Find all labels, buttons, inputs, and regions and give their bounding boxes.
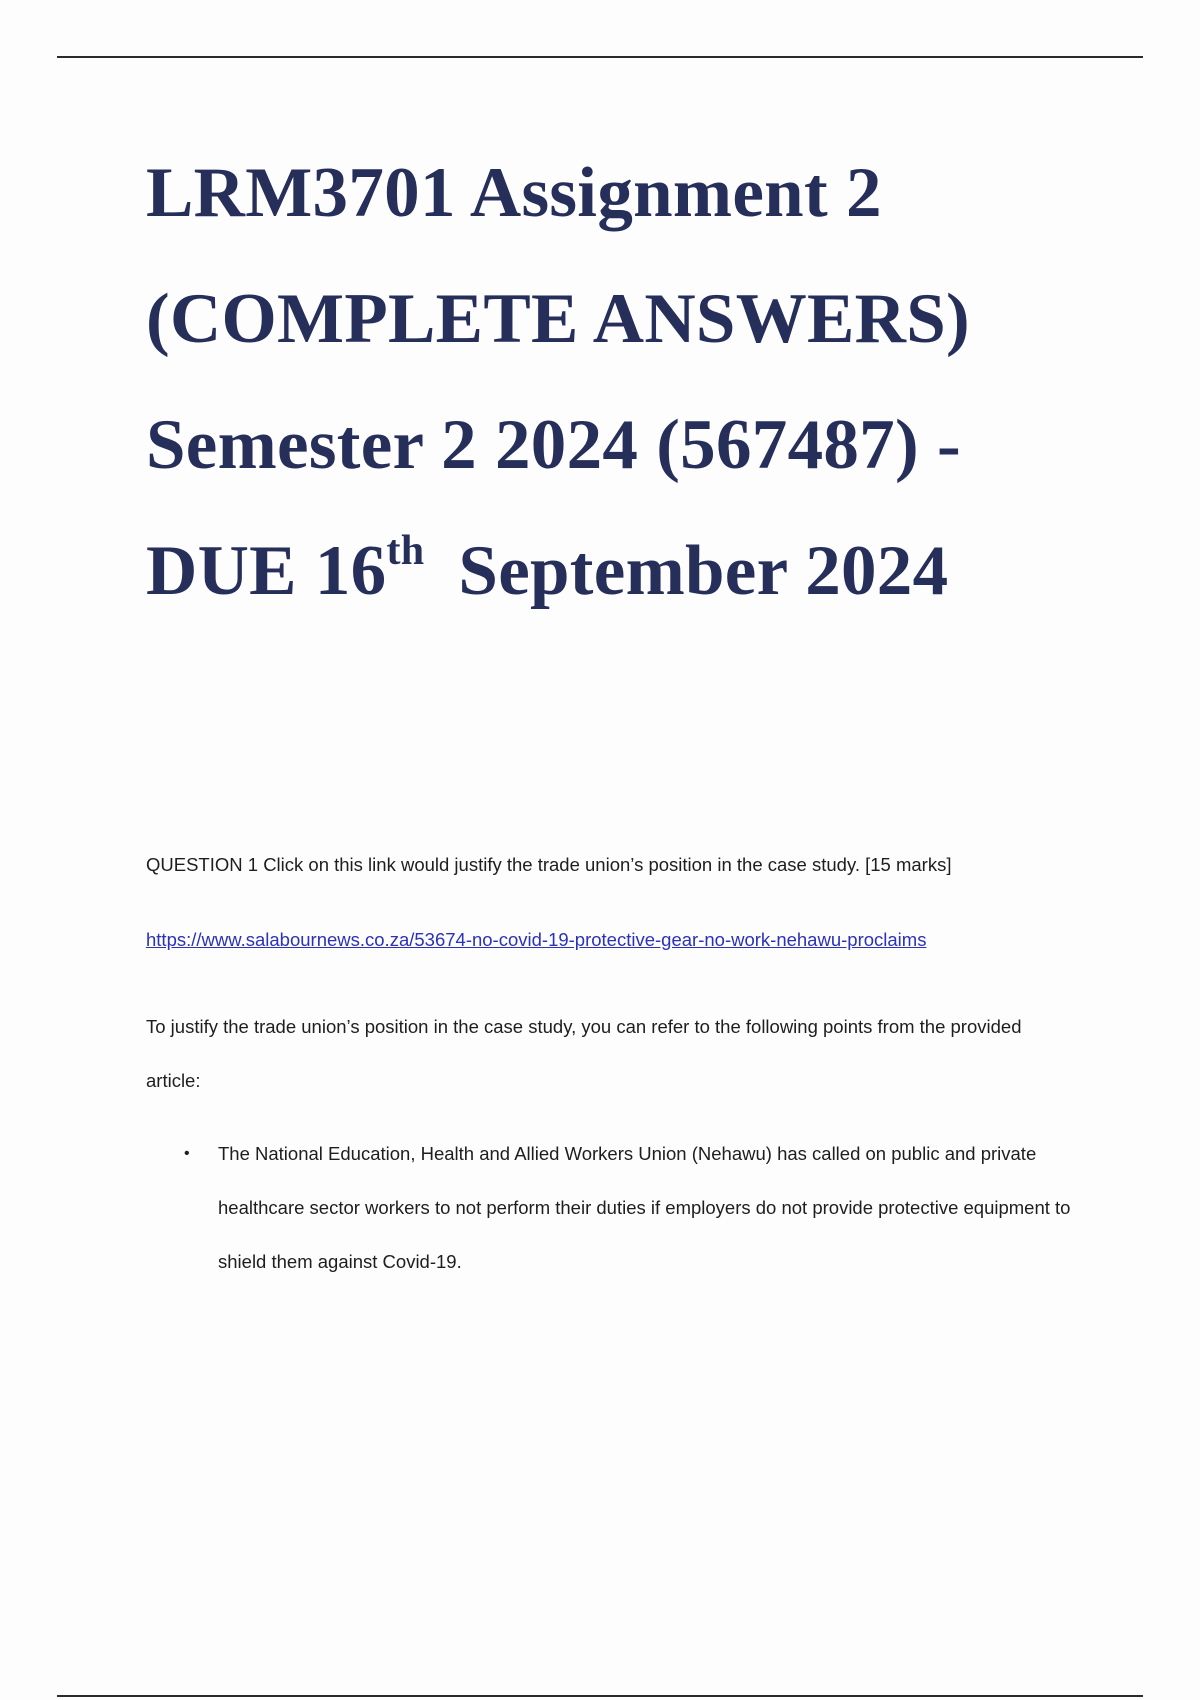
bottom-rule [57, 1695, 1143, 1697]
title-due-suffix: September 2024 [458, 532, 949, 610]
bullet-marker: • [184, 1145, 190, 1162]
title-line-1: LRM3701 Assignment 2 [146, 154, 882, 232]
title-line-2: (COMPLETE ANSWERS) [146, 280, 970, 358]
intro-paragraph: To justify the trade union’s position in the case study, you can refer to the following points from the provided article: [146, 1016, 1022, 1091]
title-line-3: Semester 2 2024 (567487) - [146, 406, 961, 484]
top-rule [57, 56, 1143, 58]
title-line-4 [146, 508, 1106, 634]
document-title [146, 130, 1106, 634]
list-item [146, 1127, 1076, 1289]
question-1-text: QUESTION 1 Click on this link would justify the trade union’s position in the case study. [15 marks] [146, 854, 952, 875]
title-due-superscript: th [386, 528, 425, 574]
article-link[interactable]: https://www.salabournews.co.za/53674-no-covid-19-protective-gear-no-work-nehawu-proclaims [146, 929, 927, 950]
bullet-list [146, 1127, 1076, 1289]
bullet-text: The National Education, Health and Allied Workers Union (Nehawu) has called on public and private healthcare sector workers to not perform their duties if employers do not provide protective equipment to shield them against Covid-19. [218, 1143, 1071, 1272]
title-due-prefix: DUE 16 [146, 532, 387, 610]
